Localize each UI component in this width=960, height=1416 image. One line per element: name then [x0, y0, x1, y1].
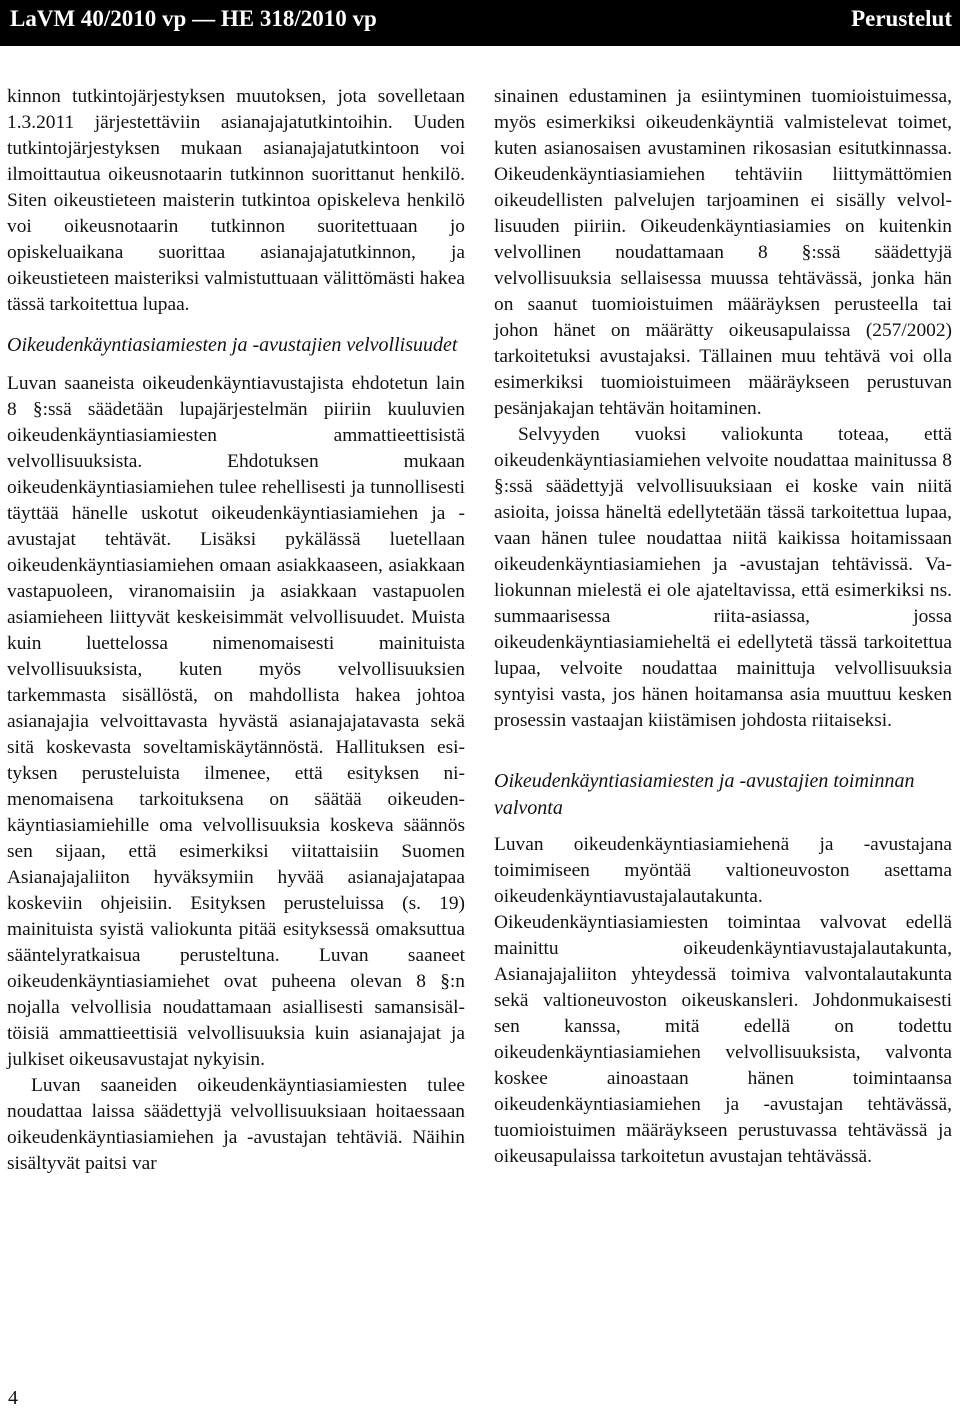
paragraph: kinnon tutkintojärjestyksen muutoksen, jota sovelletaan 1.3.2011 järjestettäviin asianajajatutkintoihin. Uuden tutkintojärjestyksen mukaan asianajajatutkintoon voi ilmoittautua oikeusnotaarin tutkinnon suorittanut henkilö. Siten oikeustieteen maisterin tutkintoa opiskeleva henkilö voi oikeusnotaarin tutkinnon suoritettuaan jo opiskeluaikana suorittaa asianajajatutkinnon, ja oikeustieteen maisteriksi valmistuttuaan välittömästi hakea tässä tarkoitettua lupaa.: [7, 86, 465, 315]
section-heading: Oikeudenkäyntiasiamiesten ja -avustajien velvollisuudet: [7, 334, 458, 356]
section-title: Perustelut: [851, 6, 952, 31]
page-number: 4: [8, 1387, 18, 1409]
paragraph: Luvan saaneiden oikeudenkäyntiasiamiesten tulee noudattaa laissa säädettyjä velvollisuuksiaan hoitaessaan oikeudenkäyntiasiamiehen ja -avustajan tehtäviä. Näihin sisältyvät paitsi var: [7, 1075, 465, 1174]
paragraph: Luvan saaneista oikeudenkäyntiavustajista ehdotetun lain 8 §:ssä säädetään lupajärjestelmän piiriin kuuluvien oikeudenkäyntiasiamiesten ammattieettisistä velvollisuuksista. Ehdotuksen mukaan oikeudenkäyntiasiamiehen tulee rehellisesti ja tunnollisesti täyttää hänelle uskotut oikeudenkäyntiasiamiehen ja -avustajat tehtävät. Lisäksi pykälässä luetellaan oikeudenkäyntiasiamiehen omaan asiakkaaseen, asiakkaan vastapuoleen, viranomaisiin ja asiakkaan vastapuolen asiamieheen liittyvät keskeisimmät velvollisuudet. Muista kuin luettelossa nimenomaisesti mainituista velvollisuuksista, kuten myös velvollisuuksien tarkemmasta sisällöstä, on mahdollista hakea johtoa asianajajia velvoittavasta hyvästä asianajajatavasta sekä sitä koskevasta soveltamiskäytännöstä. Hallituksen esityksen perusteluista ilmenee, että esityksen nimenomaisena tarkoituksena on säätää oikeudenkäyntiasiamiehille oma velvollisuuksia koskeva säännös sen sijaan, että esimerkiksi viitattaisiin Suomen Asianajajaliiton hyväksymiin hyvää asianajajatapaa koskeviin ohjeisiin. Esityksen perusteluissa (s. 19) mainituista syistä valiokunta pitää esityksessä omaksuttua sääntelyratkaisua perusteltuna. Luvan saaneet oikeudenkäyntiasiamiehet ovat puheena olevan 8 §:n nojalla velvollisia noudattamaan asiallisesti samansisältöisiä ammattieettisiä velvollisuuksia kuin asianajajat ja julkiset oikeusavustajat nykyisin.: [7, 373, 465, 1070]
paragraph: sinainen edustaminen ja esiintyminen tuomioistuimessa, myös esimerkiksi oikeudenkäyntiä valmistelevat toimet, kuten asianosaisen avustaminen rikosasian esitutkinnassa. Oikeudenkäyntiasiamiehen tehtäviin liittymättömien oikeudellisten palvelujen tarjoaminen ei sisälly velvollisuuden piiriin. Oikeudenkäyntiasiamies on kuitenkin velvollinen noudattamaan 8 §:ssä säädettyjä velvollisuuksia sellaisessa muussa tehtävässä, jonka hän on saanut tuomioistuimen määräyksen perusteella tai johon hänet on määrätty oikeusapulaissa (257/2002) tarkoitetuksi avustajaksi. Tällainen muu tehtävä voi olla esimerkiksi tuomioistuimeen määräykseen perustuvan pesänjakajan tehtävän hoitaminen.: [494, 86, 952, 419]
document-reference: LaVM 40/2010 vp — HE 318/2010 vp: [10, 6, 377, 31]
section-heading: Oikeudenkäyntiasiamiesten ja -avustajien toiminnan valvonta: [494, 770, 915, 819]
paragraph: Luvan oikeudenkäyntiasiamiehenä ja -avustajana toimimiseen myöntää valtioneuvoston asettama oikeudenkäyntiavustajalautakunta. Oikeudenkäyntiasiamiesten toimintaa valvovat edellä mainittu oikeudenkäyntiavustajalautakunta, Asianajajaliiton yhteydessä toimiva valvontalautakunta sekä valtioneuvoston oikeuskansleri. Johdonmukaisesti sen kanssa, mitä edellä on todettu oikeudenkäyntiasiamiehen velvollisuuksista, valvonta koskee ainoastaan hänen toimintaansa oikeudenkäyntiasiamiehen ja -avustajan tehtävässä, tuomioistuimen määräykseen perustuvassa tehtävässä ja oikeusapulaissa tarkoitetun avustajan tehtävässä.: [494, 834, 952, 1167]
left-column: [7, 84, 465, 1177]
running-header: [0, 0, 960, 46]
paragraph: Selvyyden vuoksi valiokunta toteaa, että oikeudenkäyntiasiamiehen velvoite noudattaa mainitussa 8 §:ssä säädettyjä velvollisuuksiaan ei koske vain niitä asioita, joissa häneltä edellytetään tässä tarkoitettua lupaa, vaan hänen tulee noudattaa niitä kaikissa hoitamissaan oikeudenkäyntiasiamiehen ja -avustajan tehtävissä. Valiokunnan mielestä ei ole ajateltavissa, että esimerkiksi ns. summaarisessa riita-asiassa, jossa oikeudenkäyntiasiamieheltä ei edellytetä tässä tarkoitettua lupaa, velvoite noudattaa mainittuja velvollisuuksia syntyisi vasta, jos hänen hoitamansa asia muuttuu kesken prosessin vastaajan kiistämisen johdosta riitaiseksi.: [494, 424, 952, 731]
right-column: [494, 84, 952, 1170]
